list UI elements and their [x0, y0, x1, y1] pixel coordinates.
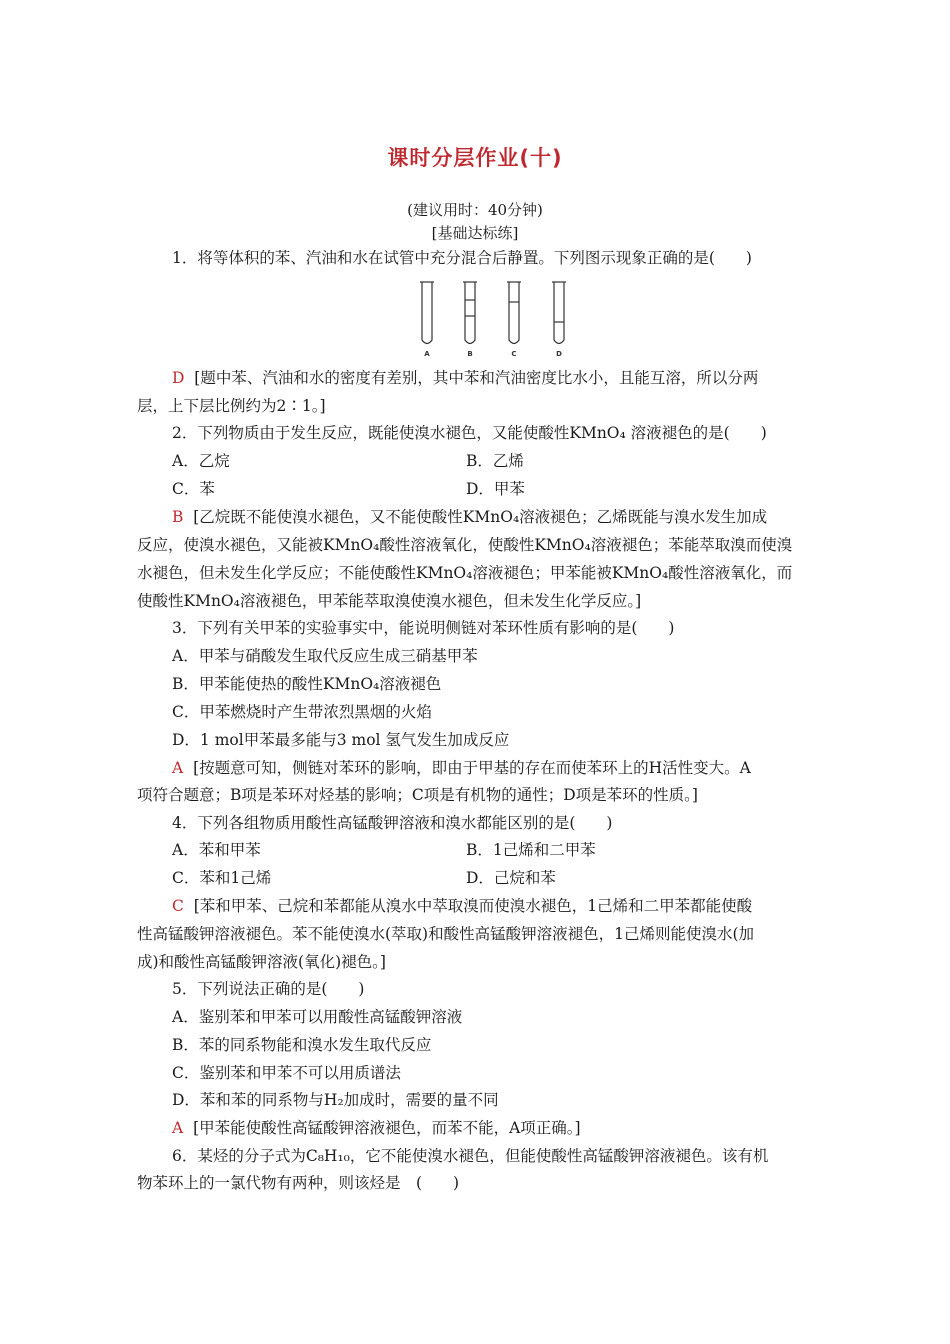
- question-4-stem: 4．下列各组物质用酸性高锰酸钾溶液和溴水都能区别的是( ): [172, 814, 613, 832]
- question-5-answer-line: [172, 1118, 581, 1138]
- test-tube-c: [509, 282, 519, 344]
- tube-label-b: B: [467, 350, 473, 358]
- option-c: C．苯和1己烯: [172, 869, 272, 887]
- explanation-text: 性高锰酸钾溶液褪色。苯不能使溴水(萃取)和酸性高锰酸钾溶液褪色，1己烯则能使溴水(加: [137, 925, 755, 943]
- explanation-text: [苯和甲苯、己烷和苯都能从溴水中萃取溴而使溴水褪色，1己烯和二甲苯都能使酸: [193, 897, 753, 915]
- question-3-stem: 3．下列有关甲苯的实验事实中，能说明侧链对苯环性质有影响的是( ): [172, 619, 675, 637]
- tube-label-d: D: [556, 350, 562, 358]
- page-title: 课时分层作业(十): [387, 146, 563, 170]
- option-c: C．甲苯燃烧时产生带浓烈黑烟的火焰: [172, 703, 432, 721]
- tube-label-c: C: [511, 350, 517, 358]
- test-tube-b: [465, 282, 475, 344]
- explanation-text: [甲苯能使酸性高锰酸钾溶液褪色，而苯不能，A项正确。]: [193, 1119, 581, 1137]
- answer-label: D: [172, 369, 185, 387]
- option-b: B．1己烯和二甲苯: [466, 841, 596, 859]
- option-b: B．苯的同系物能和溴水发生取代反应: [172, 1036, 432, 1054]
- question-1-stem: 1．将等体积的苯、汽油和水在试管中充分混合后静置。下列图示现象正确的是( ): [172, 249, 752, 267]
- explanation-text: [按题意可知，侧链对苯环的影响，即由于甲基的存在而使苯环上的H活性变大。A: [193, 759, 751, 777]
- answer-label: A: [172, 1119, 184, 1137]
- tube-label-a: A: [424, 350, 430, 358]
- option-d: D．己烷和苯: [466, 869, 556, 887]
- option-d: D．甲苯: [466, 480, 525, 498]
- option-a: A．甲苯与硝酸发生取代反应生成三硝基甲苯: [172, 647, 478, 665]
- question-1-answer-line: [172, 368, 758, 388]
- answer-label: B: [172, 508, 184, 526]
- explanation-text: 水褪色，但未发生化学反应；不能使酸性KMnO₄溶液褪色；甲苯能被KMnO₄酸性溶液氧化，而: [137, 564, 793, 582]
- explanation-text: 使酸性KMnO₄溶液褪色，甲苯能萃取溴使溴水褪色，但未发生化学反应。]: [137, 592, 642, 610]
- explanation-text: 反应，使溴水褪色，又能被KMnO₄酸性溶液氧化，使酸性KMnO₄溶液褪色；苯能萃取溴而使溴: [137, 536, 793, 554]
- question-2-stem: 2．下列物质由于发生反应，既能使溴水褪色，又能使酸性KMnO₄ 溶液褪色的是( ): [172, 424, 767, 442]
- option-a: A．苯和甲苯: [172, 841, 261, 859]
- answer-label: C: [172, 897, 184, 915]
- test-tube-d: [554, 282, 564, 344]
- test-tube-figure: [410, 278, 580, 360]
- option-b: B．乙烯: [466, 452, 524, 470]
- explanation-text: [乙烷既不能使溴水褪色，又不能使酸性KMnO₄溶液褪色；乙烯既能与溴水发生加成: [193, 508, 768, 526]
- explanation-text: [题中苯、汽油和水的密度有差别，其中苯和汽油密度比水小，且能互溶，所以分两: [194, 369, 759, 387]
- option-b: B．甲苯能使热的酸性KMnO₄溶液褪色: [172, 675, 442, 693]
- explanation-text: 层，上下层比例约为2∶1。]: [137, 397, 326, 415]
- time-note: (建议用时：40分钟): [407, 201, 543, 219]
- option-a: A．乙烷: [172, 452, 230, 470]
- option-c: C．鉴别苯和甲苯不可以用质谱法: [172, 1064, 401, 1082]
- option-a: A．鉴别苯和甲苯可以用酸性高锰酸钾溶液: [172, 1008, 463, 1026]
- explanation-text: 成)和酸性高锰酸钾溶液(氧化)褪色。]: [137, 953, 386, 971]
- answer-label: A: [172, 759, 184, 777]
- question-2-answer-line: [172, 507, 767, 527]
- question-6-stem-continued: 物苯环上的一氯代物有两种，则该烃是 ( ): [137, 1174, 460, 1192]
- question-3-answer-line: [172, 758, 751, 778]
- option-d: D．苯和苯的同系物与H₂加成时，需要的量不同: [172, 1091, 499, 1109]
- question-6-stem: 6．某烃的分子式为C₈H₁₀，它不能使溴水褪色，但能使酸性高锰酸钾溶液褪色。该有机: [172, 1147, 769, 1165]
- test-tube-a: [422, 282, 432, 344]
- explanation-text: 项符合题意；B项是苯环对烃基的影响；C项是有机物的通性；D项是苯环的性质。]: [137, 786, 698, 804]
- option-c: C．苯: [172, 480, 215, 498]
- section-heading: [基础达标练]: [431, 224, 519, 242]
- question-5-stem: 5．下列说法正确的是( ): [172, 980, 365, 998]
- option-d: D．1 mol甲苯最多能与3 mol 氢气发生加成反应: [172, 731, 510, 749]
- question-4-answer-line: [172, 896, 752, 916]
